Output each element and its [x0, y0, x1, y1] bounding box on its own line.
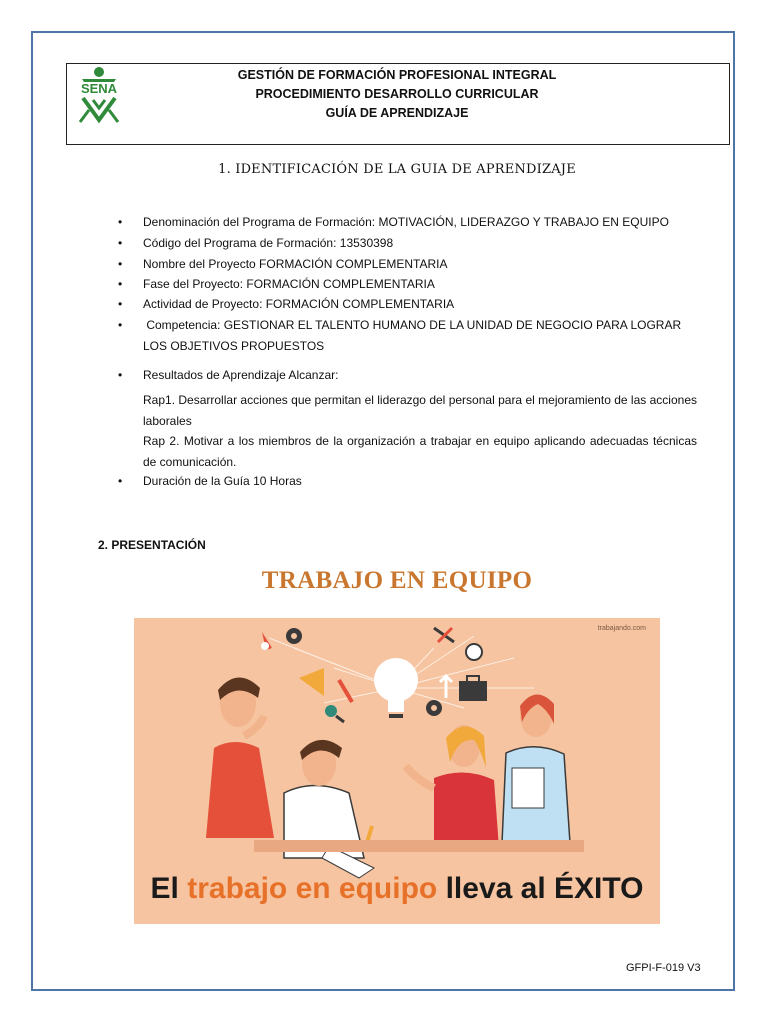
- list-item-text: Fase del Proyecto: FORMACIÓN COMPLEMENTARIA: [143, 277, 435, 291]
- list-item: [118, 471, 698, 492]
- bullet-icon: •: [118, 277, 123, 291]
- list-item-text: Nombre del Proyecto FORMACIÓN COMPLEMENTARIA: [143, 257, 448, 271]
- list-item: [118, 294, 698, 315]
- list-item-text: Resultados de Aprendizaje Alcanzar:: [143, 368, 339, 382]
- section1-title: 1. IDENTIFICACIÓN DE LA GUIA DE APRENDIZAJE: [218, 162, 576, 177]
- list-item-text: Duración de la Guía 10 Horas: [143, 474, 302, 488]
- list-item-text: Actividad de Proyecto: FORMACIÓN COMPLEMENTARIA: [143, 297, 455, 311]
- caption-part-2: trabajo en equipo: [187, 872, 438, 905]
- bullet-icon: •: [118, 297, 123, 311]
- bullet-icon: •: [118, 257, 123, 271]
- bullet-icon: •: [118, 368, 123, 382]
- learning-outcome-1: Rap1. Desarrollar acciones que permitan el liderazgo del personal para el mejoramiento de las acciones laborales: [143, 393, 697, 428]
- cog-icon: [426, 700, 442, 716]
- caption-part-3: lleva al ÉXITO: [445, 872, 644, 905]
- list-item: [118, 365, 698, 386]
- header-line-2: PROCEDIMIENTO DESARROLLO CURRICULAR: [255, 87, 539, 101]
- learning-outcome-2: Rap 2. Motivar a los miembros de la organización a trabajar en equipo aplicando adecuadas técnicas de comunicación.: [143, 434, 697, 469]
- poster-watermark: trabajando.com: [597, 625, 646, 632]
- bullet-icon: •: [118, 318, 123, 332]
- sena-logo: [70, 66, 128, 126]
- list-item: [118, 315, 698, 356]
- bullet-icon: •: [118, 474, 123, 488]
- header-titles: [130, 66, 664, 123]
- list-item: [118, 233, 698, 254]
- bullet-icon: •: [118, 215, 123, 229]
- bullet-icon: •: [118, 236, 123, 250]
- list-item: [118, 274, 698, 295]
- caption-part-1: El: [150, 872, 179, 905]
- gear-icon: [286, 628, 302, 644]
- list-item: [118, 254, 698, 275]
- svg-text:El trabajo en equipo lleva al: [151, 871, 644, 905]
- list-item-text: Denominación del Programa de Formación: MOTIVACIÓN, LIDERAZGO Y TRABAJO EN EQUIPO: [143, 215, 669, 229]
- list-item: [118, 212, 698, 233]
- list-item-text: Código del Programa de Formación: 13530398: [143, 236, 394, 250]
- teamwork-illustration: [134, 618, 660, 924]
- sena-logo-text: SENA: [80, 81, 118, 96]
- poster-title: TRABAJO EN EQUIPO: [261, 567, 533, 594]
- header-line-1: GESTIÓN DE FORMACIÓN PROFESIONAL INTEGRAL: [237, 68, 557, 82]
- header-line-3: GUÍA DE APRENDIZAJE: [325, 106, 469, 120]
- section2-title: 2. PRESENTACIÓN: [98, 538, 206, 552]
- form-code: GFPI-F-019 V3: [626, 962, 701, 974]
- stopwatch-icon: [466, 644, 482, 660]
- list-item-text: Competencia: GESTIONAR EL TALENTO HUMANO DE LA UNIDAD DE NEGOCIO PARA LOGRAR LOS OBJETIVOS PROPUESTOS: [143, 318, 685, 353]
